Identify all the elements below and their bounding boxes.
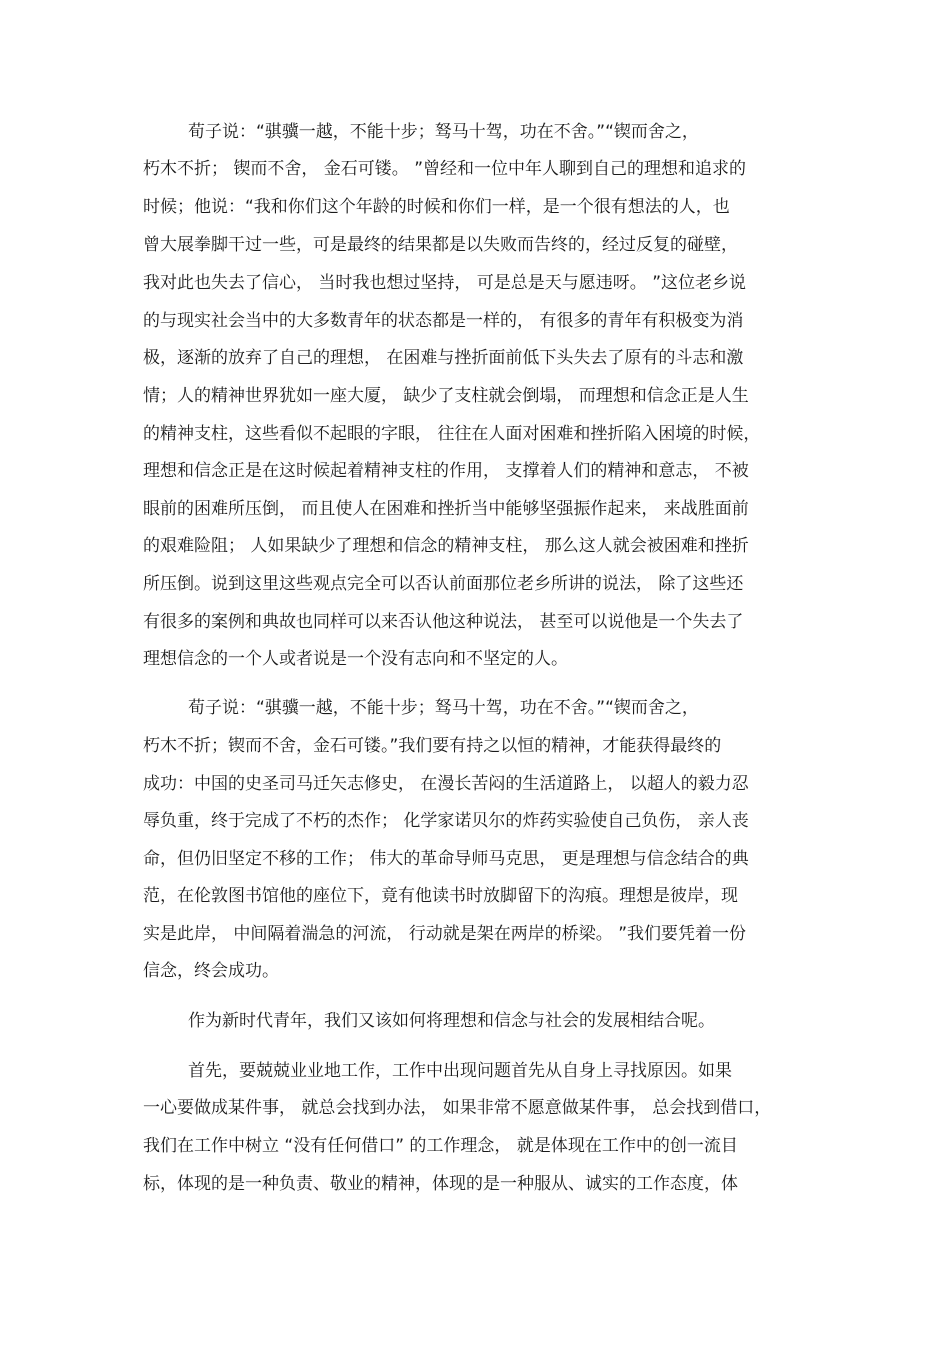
text-line: 的艰难险阻； 人如果缺少了理想和信念的精神支柱， 那么这人就会被困难和挫折 <box>143 536 749 556</box>
text-line: 辱负重，终于完成了不朽的杰作； 化学家诺贝尔的炸药实验使自己负伤， 亲人丧 <box>143 811 749 831</box>
text-line: 朽木不折； 锲而不舍， 金石可镂。 ”曾经和一位中年人聊到自己的理想和追求的 <box>143 159 747 179</box>
text-line: 首先，要兢兢业业地工作，工作中出现问题首先从自身上寻找原因。如果 <box>188 1061 732 1081</box>
text-line: 我们在工作中树立 “没有任何借口” 的工作理念， 就是体现在工作中的创一流目 <box>143 1136 738 1156</box>
text-line: 的与现实社会当中的大多数青年的状态都是一样的， 有很多的青年有积极变为消 <box>143 311 744 331</box>
text-line: 所压倒。说到这里这些观点完全可以否认前面那位老乡所讲的说法， 除了这些还 <box>143 574 744 594</box>
text-line: 的精神支柱，这些看似不起眼的字眼， 往往在人面对困难和挫折陷入困境的时候， <box>143 424 761 444</box>
text-line: 眼前的困难所压倒， 而且使人在困难和挫折当中能够坚强振作起来， 来战胜面前 <box>143 499 749 519</box>
text-line: 作为新时代青年，我们又该如何将理想和信念与社会的发展相结合呢。 <box>188 1011 715 1031</box>
text-line: 荀子说：“骐骥一越，不能十步；驽马十驾，功在不舍。”“锲而舍之， <box>188 122 699 142</box>
text-line: 理想和信念正是在这时候起着精神支柱的作用， 支撑着人们的精神和意志， 不被 <box>143 461 749 481</box>
text-line: 范，在伦敦图书馆他的座位下，竟有他读书时放脚留下的沟痕。理想是彼岸，现 <box>143 886 738 906</box>
text-line: 时候；他说：“我和你们这个年龄的时候和你们一样，是一个很有想法的人，也 <box>143 197 730 217</box>
text-line: 标，体现的是一种负责、敬业的精神，体现的是一种服从、诚实的工作态度，体 <box>143 1174 738 1194</box>
text-line: 命，但仍旧坚定不移的工作； 伟大的革命导师马克思， 更是理想与信念结合的典 <box>143 849 749 869</box>
text-line: 我对此也失去了信心， 当时我也想过坚持， 可是总是天与愿违呀。 ”这位老乡说 <box>143 273 747 293</box>
text-line: 成功：中国的史圣司马迁矢志修史， 在漫长苦闷的生活道路上， 以超人的毅力忍 <box>143 774 749 794</box>
text-line: 荀子说：“骐骥一越，不能十步；驽马十驾，功在不舍。”“锲而舍之， <box>188 698 699 718</box>
text-line: 实是此岸， 中间隔着湍急的河流， 行动就是架在两岸的桥梁。 ”我们要凭着一份 <box>143 924 747 944</box>
text-line: 曾大展拳脚干过一些，可是最终的结果都是以失败而告终的，经过反复的碰壁， <box>143 235 738 255</box>
text-line: 极，逐渐的放弃了自己的理想， 在困难与挫折面前低下头失去了原有的斗志和激 <box>143 348 744 368</box>
text-line: 一心要做成某件事， 就总会找到办法， 如果非常不愿意做某件事， 总会找到借口， <box>143 1098 772 1118</box>
text-line: 理想信念的一个人或者说是一个没有志向和不坚定的人。 <box>143 649 568 669</box>
text-line: 信念，终会成功。 <box>143 961 279 981</box>
text-line: 有很多的案例和典故也同样可以来否认他这种说法， 甚至可以说他是一个失去了 <box>143 612 744 632</box>
text-line: 朽木不折；锲而不舍，金石可镂。”我们要有持之以恒的精神，才能获得最终的 <box>143 736 722 756</box>
text-line: 情；人的精神世界犹如一座大厦， 缺少了支柱就会倒塌， 而理想和信念正是人生 <box>143 386 749 406</box>
